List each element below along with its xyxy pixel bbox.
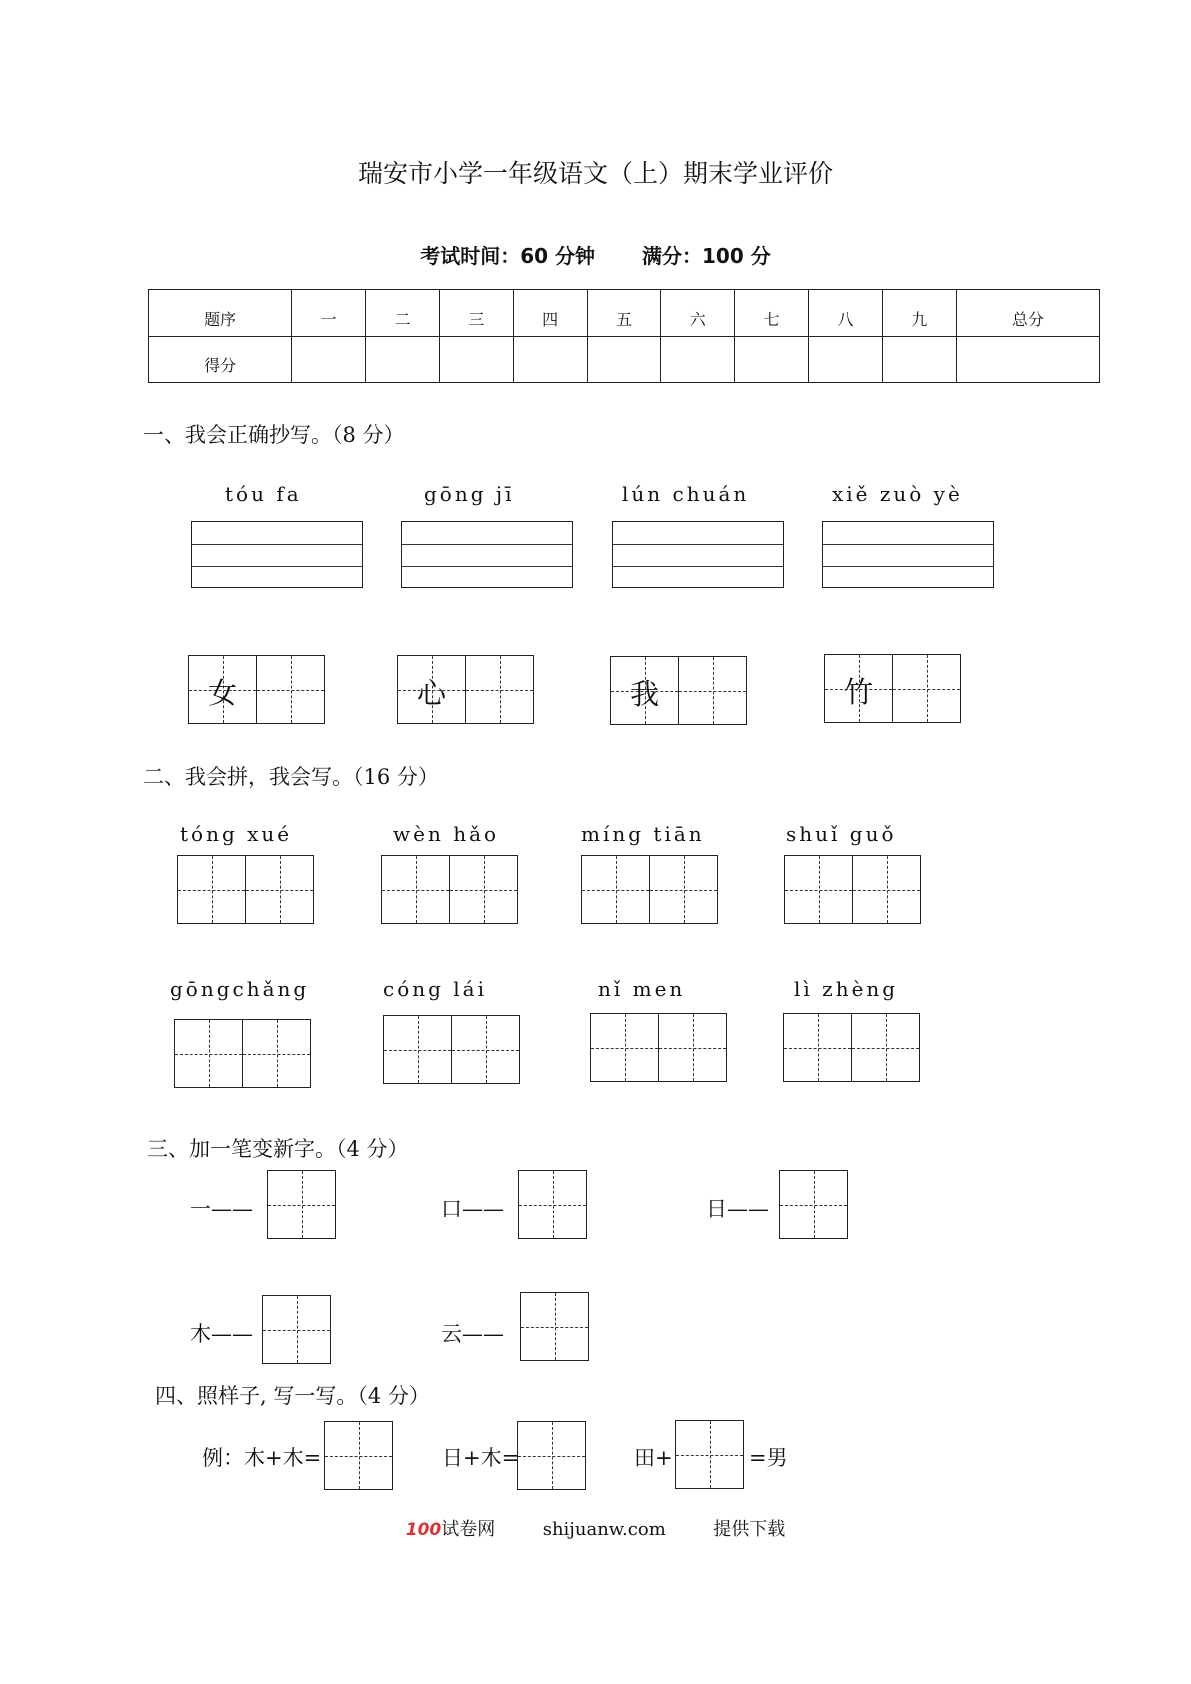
tian-grid-example (824, 654, 893, 723)
tian-grid[interactable] (256, 655, 325, 724)
tian-grid[interactable] (451, 1015, 520, 1084)
example-character: 心 (416, 675, 446, 710)
score-cell: 二 (366, 290, 440, 337)
example-equation: 例：木+木= (202, 1446, 322, 1470)
tian-grid[interactable] (649, 855, 718, 924)
section-heading: 一、我会正确抄写。（8 分） (143, 423, 405, 447)
tian-grid[interactable] (590, 1013, 659, 1082)
tian-grid[interactable] (324, 1421, 393, 1490)
tian-grid[interactable] (262, 1295, 331, 1364)
tian-grid[interactable] (784, 855, 853, 924)
tian-grid-example (188, 655, 257, 724)
writing-lines[interactable] (191, 521, 363, 588)
section-heading: 三、加一笔变新字。（4 分） (147, 1137, 409, 1161)
pinyin-label: xiě zuò yè (832, 482, 963, 506)
stroke-item-label: 云—— (441, 1322, 504, 1346)
footer (0, 1515, 1191, 1541)
stroke-item-label: 一—— (190, 1197, 253, 1221)
score-cell: 五 (587, 290, 661, 337)
stroke-item-label: 口—— (441, 1197, 504, 1221)
pinyin-label: shuǐ guǒ (786, 822, 897, 846)
score-blank[interactable] (587, 336, 661, 383)
download-note: 提供下载 (713, 1519, 786, 1540)
tian-grid[interactable] (852, 855, 921, 924)
pinyin-label: tóng xué (180, 822, 293, 846)
score-label: 得分 (149, 336, 292, 383)
score-blank[interactable] (439, 336, 513, 383)
pinyin-label: wèn hǎo (393, 822, 500, 846)
tian-grid[interactable] (678, 656, 747, 725)
score-blank[interactable] (956, 336, 1099, 383)
score-cell: 六 (661, 290, 735, 337)
score-blank[interactable] (661, 336, 735, 383)
score-table-score-row (149, 336, 1100, 383)
site-url[interactable]: shijuanw.com (542, 1519, 666, 1540)
tian-grid[interactable] (517, 1421, 586, 1490)
tian-grid[interactable] (174, 1019, 243, 1088)
tian-grid-example (397, 655, 466, 724)
score-cell: 一 (292, 290, 366, 337)
score-table-header-row (149, 290, 1100, 337)
tian-grid-example (610, 656, 679, 725)
tian-grid[interactable] (267, 1170, 336, 1239)
tian-grid[interactable] (779, 1170, 848, 1239)
pinyin-label: tóu fa (225, 482, 302, 506)
tian-grid[interactable] (465, 655, 534, 724)
section-heading: 二、我会拼，我会写。（16 分） (143, 765, 439, 789)
stroke-item-label: 日—— (706, 1197, 769, 1221)
full-score: 满分：100 分 (642, 244, 771, 268)
section-heading: 四、照样子, 写一写。（4 分） (155, 1384, 430, 1408)
example-character: 竹 (843, 674, 873, 709)
tian-grid[interactable] (675, 1420, 744, 1489)
score-blank[interactable] (366, 336, 440, 383)
page-title: 瑞安市小学一年级语文（上）期末学业评价 (357, 159, 833, 188)
score-cell: 七 (735, 290, 809, 337)
example-character: 女 (207, 675, 237, 710)
pinyin-label: nǐ men (598, 977, 686, 1001)
tian-grid[interactable] (518, 1170, 587, 1239)
pinyin-label: lún chuán (622, 482, 750, 506)
tian-grid[interactable] (581, 855, 650, 924)
score-blank[interactable] (513, 336, 587, 383)
score-blank[interactable] (292, 336, 366, 383)
writing-lines[interactable] (401, 521, 573, 588)
pinyin-label: lì zhèng (794, 977, 899, 1001)
score-table (148, 289, 1100, 383)
score-cell: 九 (882, 290, 956, 337)
tian-grid[interactable] (245, 855, 314, 924)
score-blank[interactable] (735, 336, 809, 383)
tian-grid[interactable] (892, 654, 961, 723)
tian-grid[interactable] (242, 1019, 311, 1088)
pinyin-label: gōngchǎng (170, 977, 310, 1001)
tian-grid[interactable] (520, 1292, 589, 1361)
tian-grid[interactable] (658, 1013, 727, 1082)
score-blank[interactable] (809, 336, 883, 383)
score-cell: 四 (513, 290, 587, 337)
exam-time: 考试时间：60 分钟 (420, 244, 596, 268)
score-cell: 总分 (956, 290, 1099, 337)
stroke-item-label: 木—— (190, 1322, 253, 1346)
example-character: 我 (629, 676, 659, 711)
site-name: 试卷网 (441, 1519, 496, 1540)
pinyin-label: míng tiān (581, 822, 705, 846)
pinyin-label: gōng jī (424, 482, 515, 506)
tian-grid[interactable] (177, 855, 246, 924)
site-logo: 100 (405, 1520, 442, 1540)
score-cell: 八 (809, 290, 883, 337)
tian-grid[interactable] (383, 1015, 452, 1084)
equation-label: 田+ (634, 1446, 673, 1470)
equation-label: 日+木= (442, 1446, 520, 1470)
tian-grid[interactable] (851, 1013, 920, 1082)
score-cell: 三 (439, 290, 513, 337)
pinyin-label: cóng lái (383, 977, 487, 1001)
writing-lines[interactable] (612, 521, 784, 588)
tian-grid[interactable] (783, 1013, 852, 1082)
tian-grid[interactable] (381, 855, 450, 924)
equation-label: =男 (749, 1446, 788, 1470)
exam-info (0, 240, 1191, 269)
tian-grid[interactable] (449, 855, 518, 924)
score-blank[interactable] (882, 336, 956, 383)
writing-lines[interactable] (822, 521, 994, 588)
score-cell: 题序 (149, 290, 292, 337)
